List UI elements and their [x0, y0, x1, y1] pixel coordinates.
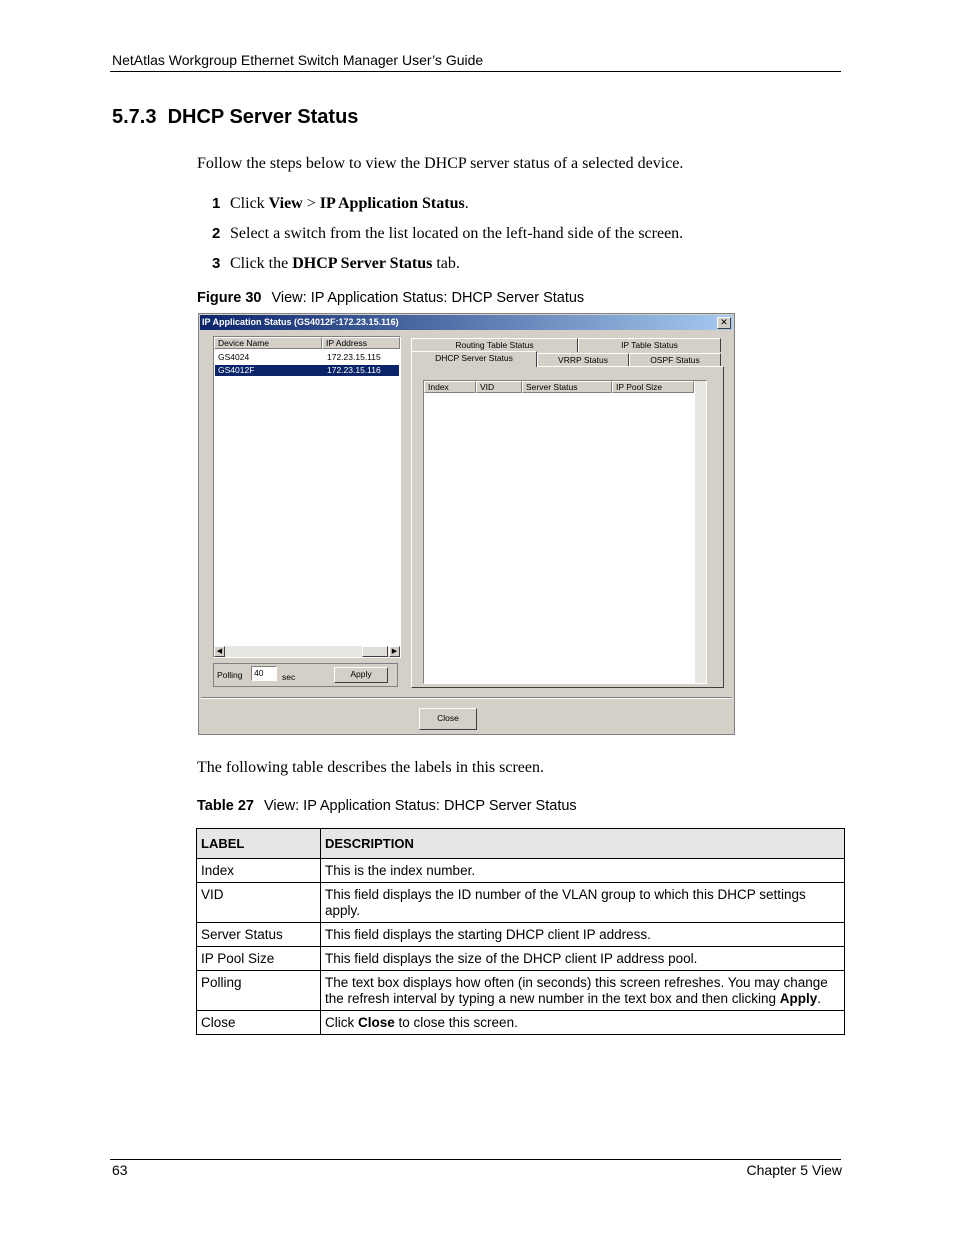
- row-label: Close: [197, 1011, 321, 1035]
- table-header-row: [197, 829, 845, 859]
- step-bold: View: [268, 195, 303, 212]
- step-number: 2: [212, 225, 221, 242]
- figure-caption-text: View: IP Application Status: DHCP Server Status: [271, 290, 585, 306]
- dialog-title: IP Application Status (GS4012F:172.23.15.116): [202, 317, 399, 327]
- horizontal-scrollbar[interactable]: [214, 646, 400, 657]
- desc-text: Click: [325, 1015, 358, 1030]
- tab-routing-table-status[interactable]: Routing Table Status: [411, 338, 578, 352]
- header-rule: [110, 71, 841, 72]
- step-number: 1: [212, 195, 221, 212]
- step-text: Click: [230, 195, 269, 212]
- table-caption: [197, 798, 577, 814]
- polling-input[interactable]: 40: [251, 666, 277, 681]
- table-row: [197, 947, 845, 971]
- desc-text: .: [817, 991, 822, 1006]
- row-description: [321, 1011, 845, 1035]
- label-description-table: [196, 828, 845, 1035]
- table-caption-text: View: IP Application Status: DHCP Server Status: [263, 798, 577, 814]
- tab-panel: [411, 366, 724, 688]
- table-label: Table 27: [197, 798, 254, 814]
- dhcp-status-table[interactable]: [423, 380, 707, 684]
- table-row: [197, 1011, 845, 1035]
- scroll-right-icon[interactable]: ▶: [389, 646, 400, 657]
- device-ip: 172.23.15.115: [327, 352, 381, 362]
- polling-unit: sec: [282, 672, 296, 682]
- intro-paragraph: Follow the steps below to view the DHCP server status of a selected device.: [197, 155, 684, 172]
- table-row: [197, 883, 845, 923]
- row-label: Polling: [197, 971, 321, 1011]
- step-3: [212, 255, 460, 273]
- apply-button[interactable]: Apply: [334, 667, 388, 683]
- device-row[interactable]: [215, 352, 399, 363]
- row-description: This is the index number.: [321, 859, 845, 883]
- tab-ospf-status[interactable]: OSPF Status: [629, 353, 721, 367]
- row-label: VID: [197, 883, 321, 923]
- section-title: 5.7.3 DHCP Server Status: [112, 106, 359, 128]
- tab-dhcp-server-status[interactable]: DHCP Server Status: [411, 351, 537, 367]
- scroll-thumb[interactable]: [362, 646, 388, 657]
- column-header-ip-pool-size[interactable]: IP Pool Size: [612, 381, 694, 393]
- figure-caption: [197, 290, 584, 306]
- step-1: [212, 195, 469, 213]
- step-bold: IP Application Status: [319, 195, 465, 212]
- table-row: [197, 859, 845, 883]
- row-label: Server Status: [197, 923, 321, 947]
- row-description: This field displays the size of the DHCP client IP address pool.: [321, 947, 845, 971]
- close-button[interactable]: Close: [419, 708, 477, 730]
- separator: [201, 697, 732, 699]
- table-intro: The following table describes the labels in this screen.: [197, 759, 545, 776]
- scroll-left-icon[interactable]: ◀: [214, 646, 225, 657]
- polling-label: Polling: [217, 670, 243, 680]
- close-icon[interactable]: ✕: [717, 317, 731, 329]
- column-header-ip-address[interactable]: IP Address: [322, 337, 400, 349]
- desc-bold: Close: [358, 1015, 395, 1030]
- step-2: [212, 225, 683, 243]
- polling-group: [213, 663, 398, 687]
- step-text: Select a switch from the list located on the left-hand side of the screen.: [230, 225, 684, 242]
- step-number: 3: [212, 255, 221, 272]
- table-row: [197, 923, 845, 947]
- header-label: LABEL: [197, 829, 321, 859]
- column-header-device-name[interactable]: Device Name: [214, 337, 322, 349]
- tab-vrrp-status[interactable]: VRRP Status: [537, 353, 629, 367]
- footer-rule: [110, 1159, 841, 1160]
- dialog-titlebar: [200, 315, 733, 330]
- device-ip: 172.23.15.116: [327, 365, 381, 375]
- header-description: DESCRIPTION: [321, 829, 845, 859]
- desc-bold: Apply: [779, 991, 818, 1006]
- device-list[interactable]: [213, 336, 401, 658]
- row-description: This field displays the starting DHCP client IP address.: [321, 923, 845, 947]
- figure-label: Figure 30: [197, 290, 262, 306]
- table-row: [197, 971, 845, 1011]
- step-text: >: [302, 195, 320, 212]
- step-bold: DHCP Server Status: [292, 255, 433, 272]
- running-header: NetAtlas Workgroup Ethernet Switch Manager User’s Guide: [112, 52, 484, 68]
- device-name: GS4012F: [218, 365, 255, 375]
- row-label: IP Pool Size: [197, 947, 321, 971]
- ip-application-status-dialog: [198, 313, 735, 735]
- row-description: This field displays the ID number of the VLAN group to which this DHCP settings apply.: [321, 883, 845, 923]
- device-row-selected[interactable]: [215, 365, 399, 376]
- vertical-scrollbar[interactable]: [695, 381, 706, 683]
- column-header-vid[interactable]: VID: [476, 381, 522, 393]
- column-header-index[interactable]: Index: [424, 381, 476, 393]
- chapter-title: Chapter 5 View: [746, 1162, 842, 1178]
- column-header-server-status[interactable]: Server Status: [522, 381, 612, 393]
- row-label: Index: [197, 859, 321, 883]
- device-name: GS4024: [218, 352, 250, 362]
- step-text: .: [464, 195, 469, 212]
- page-number: 63: [112, 1162, 128, 1178]
- row-description: [321, 971, 845, 1011]
- step-text: Click the: [230, 255, 293, 272]
- tab-ip-table-status[interactable]: IP Table Status: [578, 338, 721, 352]
- step-text: tab.: [432, 255, 460, 272]
- desc-text: The text box displays how often (in seconds) this screen refreshes. You may change the refresh interval by typing a new number in the text box and then clicking: [325, 975, 828, 1006]
- desc-text: to close this screen.: [394, 1015, 518, 1030]
